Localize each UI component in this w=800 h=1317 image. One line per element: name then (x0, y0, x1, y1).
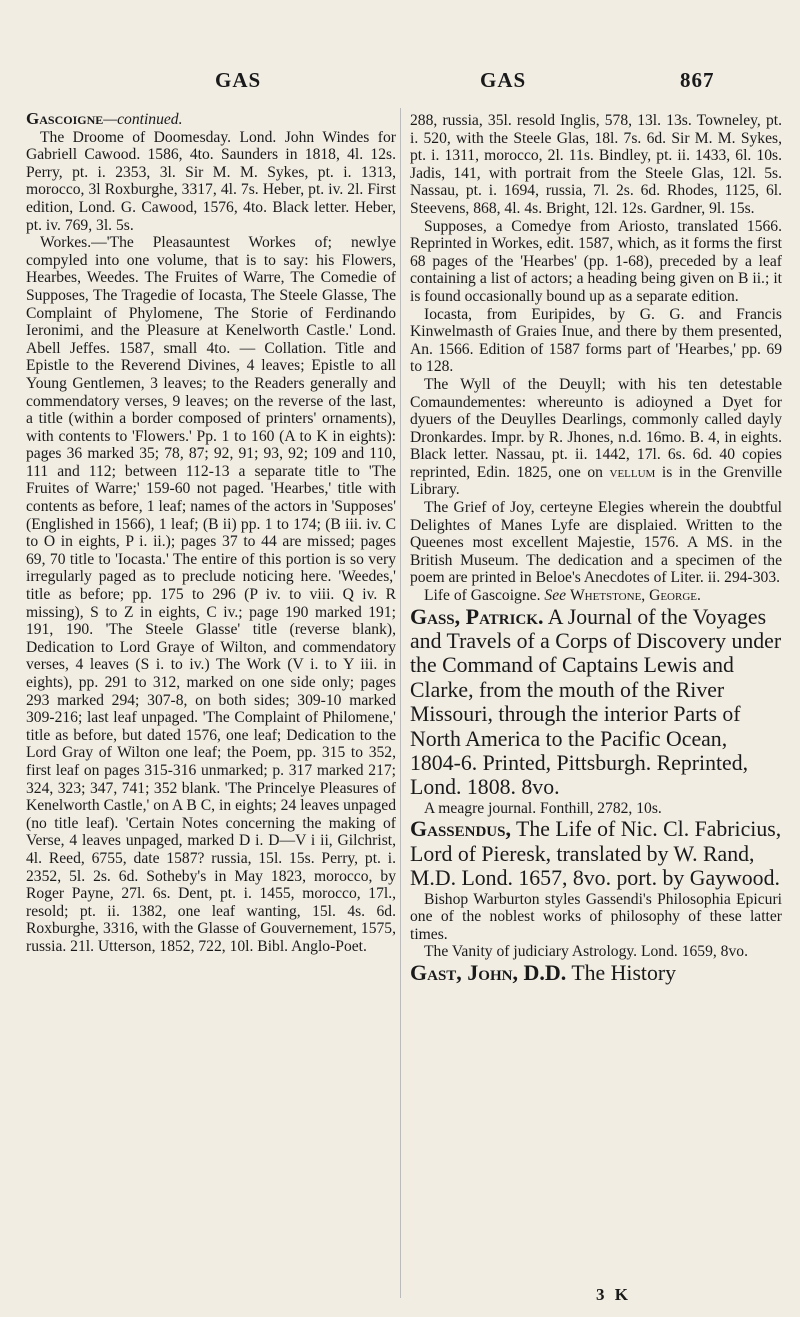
running-head-left: GAS (215, 68, 262, 92)
page-number: 867 (680, 68, 715, 92)
entry-name: Gascoigne (26, 109, 104, 128)
left-column (26, 110, 396, 956)
life-text: Life of Gascoigne. (424, 587, 541, 605)
entry-gass-title: A Journal of the Voyages and Travels of a Corps of Discovery under the Command of Captains Lewis and Clarke, from the mouth of the River Missouri, through the interior Parts of North America to the Pacific Ocean, 1804-6. Printed, Pittsburgh. Reprinted, Lond. 1808. 8vo. (410, 604, 782, 800)
entry-gassendus-note: Bishop Warburton styles Gassendi's Philosophia Epicuri one of the noblest works of philosophy of these latter times. (410, 890, 782, 943)
entry-gast (410, 961, 782, 985)
entry-heading (26, 110, 396, 129)
paragraph-workes: Workes.—'The Pleasauntest Workes of; newlye compyled into one volume, that is to say: his Flowers, Hearbes, Weedes. The Fruites of Warre, The Comedie of Supposes, The Tragedie of Iocasta, The Steele Glasse, The Complaint of Phylomene, The Storie of Ferdinando Ieronimi, and the Pleasure at Kenelworth Castle.' Lond. Abell Jeffes. 1587, small 4to. — Collation. Title and Epistle to the Reverend Divines, 4 leaves; Epistle to all Young Gentlemen, 3 leaves; to the Readers generally and commendatory verses, 9 leaves; on the reverse of the last, a title (within a border composed of printers' ornaments), with contents to 'Flowers.' Pp. 1 to 160 (A to K in eights): pages 36 marked 35; 78, 87; 92, 91; 93, 92; 109 and 110, 111 and 112; between 112-13 a separate title to 'The Fruites of Warre;' 159-60 not paged. 'Hearbes,' title with contents as before, 1 leaf; names of the actors in 'Supposes' (Englished in 1566), 1 leaf; (B ii) pp. 1 to 174; (B iii. iv. C to O in eights, P i. ii.); pages 37 to 44 are missed; pages 69, 70 title to 'Iocasta.' The entire of this portion is so very irregularly paged as to preclude noticing here. 'Weedes,' title as before; pp. 175 to 296 (P iv. to viii. Q iv. R missing), S to Z in eights, C iv.; page 190 marked 191; 191, 190. 'The Steele Glasse' title (reverse blank), Dedication to Lord Graye of Wilton, and commendatory verses, 4 leaves (S i. to iv.) The Work (V i. to Y iii. in eights), pp. 291 to 312, marked on one side only; pages 293 marked 294; 307-8, on both sides; 309-10 marked 309-216; last leaf unpaged. 'The Complaint of Philomene,' title as before, but dated 1576, one leaf; Dedication to the Lord Gray of Wilton one leaf; the Poem, pp. 315 to 352, first leaf on pages 315-316 unmarked; p. 317 marked 217; 324, 323; 347, 741; 352 blank. 'The Princelye Pleasures of Kenelworth Castle,' on A B C, in eights; 24 leaves unpaged (no title leaf). 'Certain Notes concerning the making of Verse, 4 leaves unpaged, marked D i. D—V i ii, Gilchrist, 4l. Reed, 6755, date 1587? russia, 15l. 15s. Perry, pt. i. 2352, 5l. 2s. 6d. Sotheby's in May 1823, morocco, by Roger Payne, 27l. 6s. Dent, pt. i. 1455, morocco, 17l., resold; pt. ii. 1382, one leaf wanting, 15l. 4s. 6d. Roxburghe, 3316, with the Glasse of Gouvernement, 1575, russia. 21l. Utterson, 1852, 722, 10l. Bibl. Anglo-Poet. (26, 234, 396, 955)
see-word: See (544, 587, 567, 605)
running-head-center: GAS (480, 68, 527, 92)
paragraph-wyll (410, 376, 782, 499)
cross-reference: Whetstone, George. (569, 587, 701, 605)
entry-gass-heading: Gass, Patrick. (410, 603, 544, 629)
right-column (410, 112, 782, 985)
paragraph-droome: The Droome of Doomesday. Lond. John Windes for Gabriell Cawood. 1586, 4to. Saunders in 1818, 4l. 12s. Perry, pt. i. 2353, 3l. Sir M. M. Sykes, pt. i. 1313, morocco, 3l Roxburghe, 3317, 4l. 7s. Heber, pt. iv. 2l. First edition, Lond. G. Cawood, 1576, 4to. Black letter. Heber, pt. iv. 769, 3l. 5s. (26, 128, 396, 234)
paragraph-life (410, 587, 782, 605)
wyll-text: The Wyll of the Deuyll; with his ten detestable Comaundementes: whereunto is adioyned a Dyet for dyuers of the Deuylles Dearlings, commonly called dayly Dronkardes. Impr. by R. Jhones, n.d. 16mo. B. 4, in eights. Black letter. Nassau, pt. ii. 1442, 17l. 6s. 6d. 40 copies reprinted, Edin. 1825, one on (410, 375, 782, 481)
entry-gassendus-title: The Life of Nic. Cl. Fabricius, Lord of Pieresk, translated by W. Rand, M.D. Lond. 1657, 8vo. port. by Gaywood. (410, 817, 782, 891)
paragraph-iocasta: Iocasta, from Euripides, by G. G. and Francis Kinwelmasth of Graies Inue, and there by them presented, An. 1566. Edition of 1587 forms part of 'Hearbes,' pp. 69 to 128. (410, 305, 782, 376)
column-divider (400, 108, 401, 1298)
entry-gast-heading: Gast, John, D.D. (410, 960, 567, 986)
entry-gassendus-heading: Gassendus, (410, 816, 511, 842)
entry-gast-title: The History (571, 961, 677, 986)
entry-vanity: The Vanity of judiciary Astrology. Lond. 1659, 8vo. (424, 943, 748, 961)
wyll-tail: is in the Grenville Library. (410, 463, 783, 499)
paragraph-supposes: Supposes, a Comedye from Ariosto, translated 1566. Reprinted in Workes, edit. 1587, which, as it forms the first 68 pages of the 'Hearbes' (pp. 1-68), preceded by a leaf containing a list of actors; a heading being given on B ii.; it is found occasionally bound up as a separate edition. (410, 217, 782, 305)
entry-gass (410, 605, 782, 800)
vellum-word: vellum (609, 463, 656, 481)
paragraph-sales: 288, russia, 35l. resold Inglis, 578, 13l. 13s. Towneley, pt. i. 520, with the Steele Glas, 18l. 7s. 6d. Sir M. M. Sykes, pt. i. 1311, morocco, 2l. 11s. Bindley, pt. ii. 1433, 6l. 10s. Jadis, 141, with portrait from the Steele Glas, 12l. 5s. Nassau, pt. i. 1694, russia, 7l. 2s. 6d. Rhodes, 1125, 6l. Steevens, 868, 4l. 4s. Bright, 12l. 12s. Gardner, 9l. 15s. (410, 112, 782, 217)
entry-gassendus (410, 817, 782, 890)
paragraph-grief: The Grief of Joy, certeyne Elegies wherein the doubtful Delightes of Manes Lyfe are displaied. Written to the Queenes most excellent Majestie, 1576. A MS. in the British Museum. The dedication and a specimen of the poem are printed in Beloe's Anecdotes of Liter. ii. 294-303. (410, 499, 782, 587)
signature-mark: 3 K (596, 1285, 631, 1304)
entry-gass-note: A meagre journal. Fonthill, 2782, 10s. (424, 799, 662, 817)
entry-continued: —continued. (103, 111, 183, 128)
